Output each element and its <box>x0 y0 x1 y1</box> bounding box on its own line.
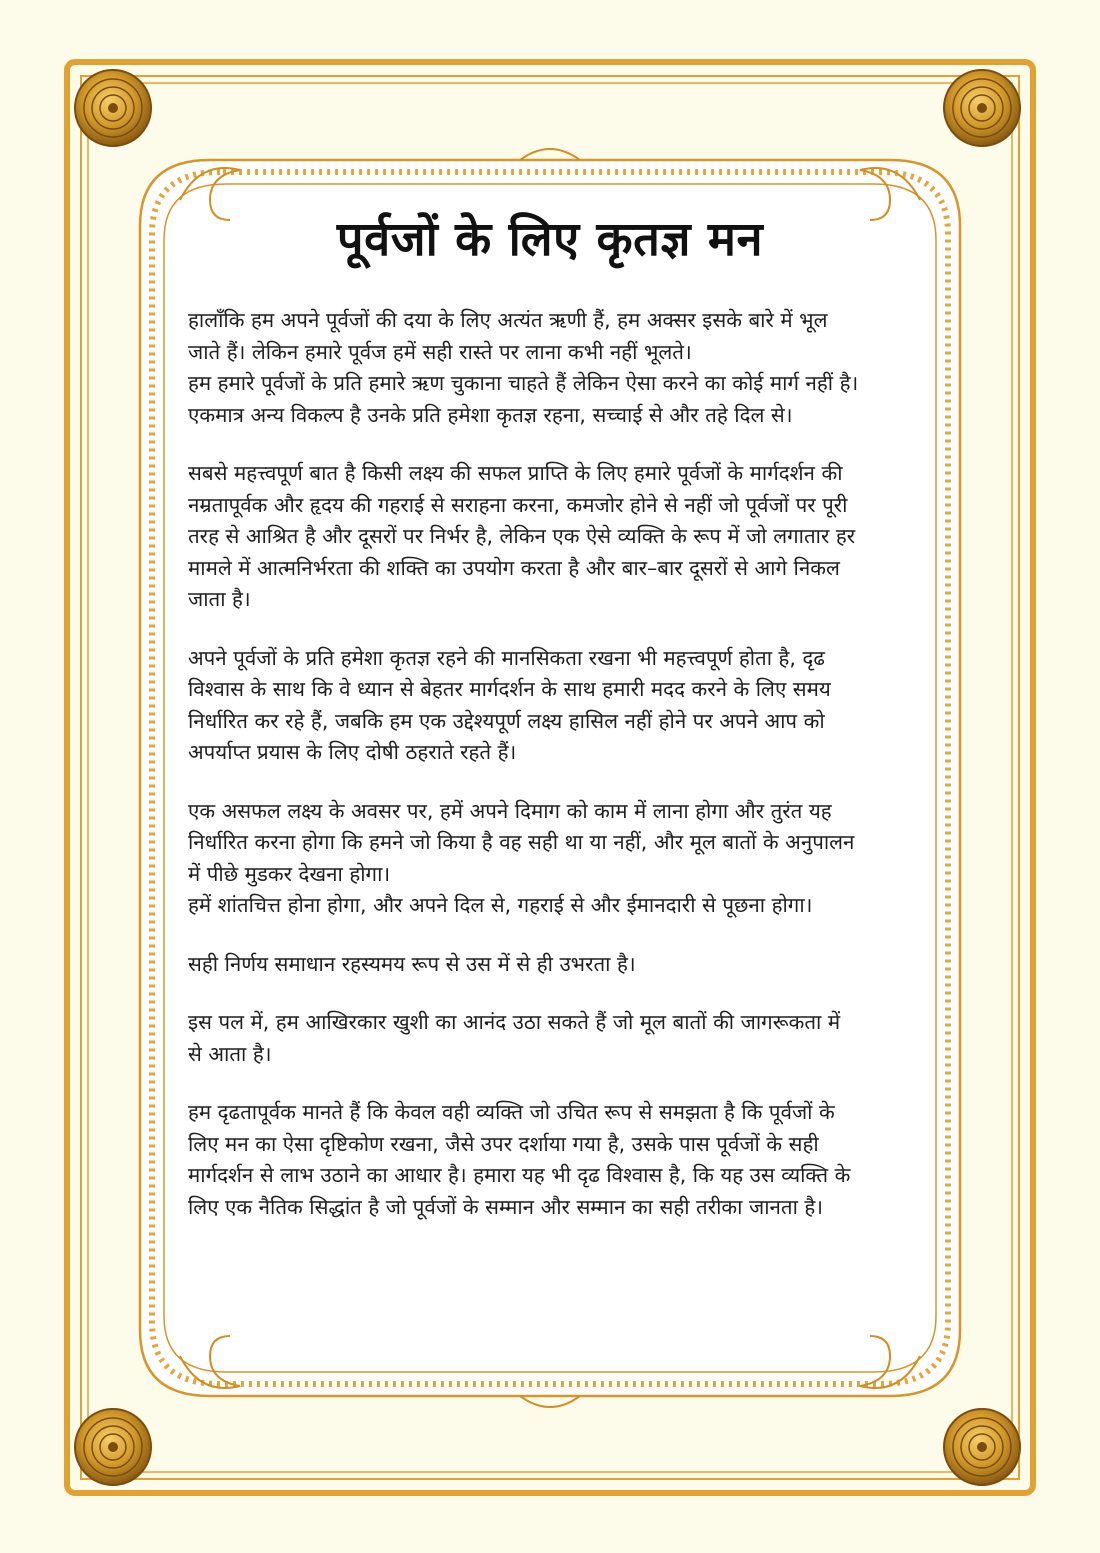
paragraph-line: निर्धारित कर रहे हैं, जबकि हम एक उद्देश्यपूर्ण लक्ष्य हासिल नहीं होने पर अपने आप को <box>188 708 825 733</box>
paragraph-line: एकमात्र अन्य विकल्प है उनके प्रति हमेशा कृतज्ञ रहना, सच्चाई से और तहे दिल से। <box>188 402 793 427</box>
paragraph-line: मामले में आत्मनिर्भरता की शक्ति का उपयोग करता है और बार–बार दूसरों से आगे निकल <box>188 555 840 580</box>
paragraph-line: नम्रतापूर्वक और हृदय की गहराई से सराहना करना, कमजोर होने से नहीं जो पूर्वजों पर पूरी <box>188 492 848 517</box>
gold-concentric-disc-icon <box>75 70 151 146</box>
paragraph-line: हम दृढतापूर्वक मानते हैं कि केवल वही व्यक्ति जो उचित रूप से समझता है कि पूर्वजों के <box>188 1100 835 1124</box>
paragraph-line: सही निर्णय समाधान रहस्यमय रूप से उस में से ही उभरता है। <box>188 951 636 976</box>
paragraph-line: जाता है। <box>188 587 251 611</box>
paragraph-line: विश्वास के साथ कि वे ध्यान से बेहतर मार्गदर्शन के साथ हमारी मदद करने के लिए समय <box>188 677 831 701</box>
paragraph-line: में पीछे मुडकर देखना होगा। <box>188 861 391 886</box>
page-title: पूर्वजों के लिए कृतज्ञ मन <box>336 212 764 267</box>
paragraph-line: निर्धारित करना होगा कि हमने जो किया है वह सही था या नहीं, और मूल बातों के अनुपालन <box>188 830 855 854</box>
paragraph-line: सबसे महत्त्वपूर्ण बात है किसी लक्ष्य की सफल प्राप्ति के लिए हमारे पूर्वजों के मार्गदर्शन की <box>188 461 843 485</box>
paragraph-line: हमें शांतचित्त होना होगा, और अपने दिल से, गहराई से और ईमानदारी से पूछना होगा। <box>188 893 813 917</box>
gold-concentric-disc-icon <box>944 1409 1020 1485</box>
paragraph <box>188 1097 912 1223</box>
paragraph <box>188 643 912 769</box>
paragraph <box>188 1007 912 1070</box>
paragraph-line: लिए मन का ऐसा दृष्टिकोण रखना, जैसे उपर दर्शाया गया है, उसके पास पूर्वजों के सही <box>188 1131 819 1156</box>
paragraph-line: जाते हैं। लेकिन हमारे पूर्वज हमें सही रास्ते पर लाना कभी नहीं भूलते। <box>188 339 692 364</box>
document-content <box>188 205 912 1250</box>
paragraph <box>188 458 912 616</box>
gold-concentric-disc-icon <box>75 1409 151 1485</box>
paragraph-line: इस पल में, हम आखिरकार खुशी का आनंद उठा सकते हैं जो मूल बातों की जागरूकता में <box>188 1010 841 1034</box>
paragraph-line: हम हमारे पूर्वजों के प्रति हमारे ऋण चुकाना चाहते हैं लेकिन ऐसा करने का कोई मार्ग नहीं है। <box>188 371 859 395</box>
paragraph-line: हालाँकि हम अपने पूर्वजों की दया के लिए अत्यंत ऋणी हैं, हम अक्सर इसके बारे में भूल <box>188 308 828 332</box>
gold-concentric-disc-icon <box>944 70 1020 146</box>
paragraph <box>188 305 912 431</box>
paragraph-line: से आता है। <box>188 1041 272 1066</box>
paragraph <box>188 796 912 922</box>
paragraph-line: लिए एक नैतिक सिद्धांत है जो पूर्वजों के सम्मान और सम्मान का सही तरीका जानता है। <box>188 1194 824 1219</box>
paragraph-line: मार्गदर्शन से लाभ उठाने का आधार है। हमारा यह भी दृढ विश्वास है, कि यह उस व्यक्ति के <box>188 1163 851 1187</box>
paragraph <box>188 949 912 981</box>
paragraph-line: तरह से आश्रित है और दूसरों पर निर्भर है, लेकिन एक ऐसे व्यक्ति के रूप में जो लगातार हर <box>188 524 856 548</box>
paragraph-line: अपने पूर्वजों के प्रति हमेशा कृतज्ञ रहने की मानसिकता रखना भी महत्त्वपूर्ण होता है, दृढ <box>188 645 825 670</box>
paragraph-line: एक असफल लक्ष्य के अवसर पर, हमें अपने दिमाग को काम में लाना होगा और तुरंत यह <box>188 798 832 823</box>
paragraph-line: अपर्याप्त प्रयास के लिए दोषी ठहराते रहते हैं। <box>188 740 517 764</box>
